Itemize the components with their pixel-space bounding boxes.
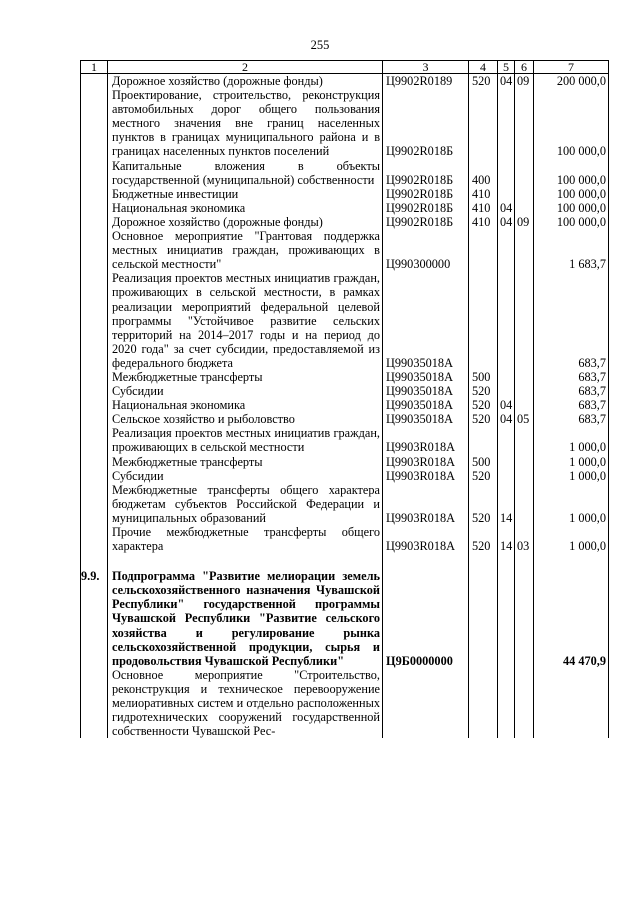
amount-cell: 1 000,0 xyxy=(534,469,609,483)
col-header-2: 2 xyxy=(108,61,383,74)
amount-cell: 1 683,7 xyxy=(534,229,609,271)
target-article-code-cell: Ц99035018А xyxy=(383,271,469,370)
item-name-cell: Капитальные вложения в объекты государственной (муниципальной) собственности xyxy=(108,159,383,187)
row-number-cell xyxy=(81,370,108,384)
row-number-cell xyxy=(81,398,108,412)
item-name-cell: Дорожное хозяйство (дорожные фонды) xyxy=(108,74,383,89)
empty-cell xyxy=(108,553,383,569)
amount-cell: 683,7 xyxy=(534,384,609,398)
target-article-code-cell: Ц990300000 xyxy=(383,229,469,271)
section-cell: 14 xyxy=(498,483,515,525)
subsection-cell xyxy=(515,384,534,398)
item-name-cell: Реализация проектов местных инициатив граждан, проживающих в сельской местности xyxy=(108,426,383,454)
table-row xyxy=(81,271,609,370)
row-number-cell: 9.9. xyxy=(81,569,108,668)
row-number-cell xyxy=(81,483,108,525)
section-cell xyxy=(498,271,515,370)
subsection-cell xyxy=(515,469,534,483)
expense-group-cell: 520 xyxy=(469,483,498,525)
section-cell: 04 xyxy=(498,398,515,412)
subsection-cell xyxy=(515,159,534,187)
section-cell xyxy=(498,469,515,483)
amount-cell: 1 000,0 xyxy=(534,483,609,525)
subsection-cell xyxy=(515,483,534,525)
target-article-code-cell: Ц99035018А xyxy=(383,384,469,398)
subsection-cell xyxy=(515,426,534,454)
col-header-5: 5 xyxy=(498,61,515,74)
row-number-cell xyxy=(81,668,108,738)
subsection-cell: 03 xyxy=(515,525,534,553)
section-cell xyxy=(498,426,515,454)
item-name-cell: Прочие межбюджетные трансферты общего характера xyxy=(108,525,383,553)
table-row xyxy=(81,455,609,469)
expense-group-cell: 500 xyxy=(469,370,498,384)
amount-cell: 100 000,0 xyxy=(534,201,609,215)
empty-cell xyxy=(469,553,498,569)
item-name-cell: Основное мероприятие "Грантовая поддержка местных инициатив граждан, проживающих в сельской местности" xyxy=(108,229,383,271)
empty-cell xyxy=(498,553,515,569)
section-cell xyxy=(498,569,515,668)
expense-group-cell: 520 xyxy=(469,412,498,426)
expense-group-cell: 520 xyxy=(469,398,498,412)
row-number-cell xyxy=(81,455,108,469)
amount-cell: 683,7 xyxy=(534,370,609,384)
page-number: 255 xyxy=(310,38,330,52)
target-article-code-cell: Ц9903R018А xyxy=(383,483,469,525)
row-number-cell xyxy=(81,426,108,454)
budget-table xyxy=(80,60,609,738)
section-cell: 04 xyxy=(498,201,515,215)
item-name-cell: Бюджетные инвестиции xyxy=(108,187,383,201)
table-row xyxy=(81,88,609,158)
item-name-cell: Межбюджетные трансферты xyxy=(108,370,383,384)
table-body xyxy=(81,74,609,739)
empty-cell xyxy=(81,553,108,569)
row-number-cell xyxy=(81,271,108,370)
row-number-cell xyxy=(81,384,108,398)
column-number-header xyxy=(81,61,609,74)
expense-group-cell: 400 xyxy=(469,159,498,187)
section-cell xyxy=(498,384,515,398)
target-article-code-cell: Ц9903R018А xyxy=(383,469,469,483)
subsection-cell xyxy=(515,668,534,738)
subsection-cell xyxy=(515,187,534,201)
item-name-cell: Основное мероприятие "Строительство, реконструкция и техническое перевооружение мелиоративных систем и отдельно расположенных гидротехнических сооружений государственной собственности Чувашской Рес- xyxy=(108,668,383,738)
item-name-cell: Субсидии xyxy=(108,469,383,483)
amount-cell: 1 000,0 xyxy=(534,525,609,553)
item-name-cell: Проектирование, строительство, реконструкция автомобильных дорог общего пользования местного значения вне границ населенных пунктов в границах муниципального района и в границах населенных пунктов поселений xyxy=(108,88,383,158)
expense-group-cell: 520 xyxy=(469,74,498,89)
target-article-code-cell: Ц99035018А xyxy=(383,370,469,384)
expense-group-cell: 410 xyxy=(469,187,498,201)
expense-group-cell xyxy=(469,88,498,158)
amount-cell: 683,7 xyxy=(534,412,609,426)
expense-group-cell xyxy=(469,668,498,738)
target-article-code-cell: Ц9902R018Б xyxy=(383,187,469,201)
target-article-code-cell: Ц99035018А xyxy=(383,412,469,426)
row-number-cell xyxy=(81,229,108,271)
spacer-row xyxy=(81,553,609,569)
amount-cell: 683,7 xyxy=(534,398,609,412)
subsection-cell xyxy=(515,370,534,384)
table-row xyxy=(81,187,609,201)
row-number-cell xyxy=(81,88,108,158)
amount-cell: 1 000,0 xyxy=(534,455,609,469)
table-row xyxy=(81,668,609,738)
subsection-cell xyxy=(515,229,534,271)
row-number-cell xyxy=(81,412,108,426)
table-row xyxy=(81,215,609,229)
section-cell: 04 xyxy=(498,74,515,89)
amount-cell: 100 000,0 xyxy=(534,187,609,201)
expense-group-cell: 520 xyxy=(469,384,498,398)
col-header-6: 6 xyxy=(515,61,534,74)
row-number-cell xyxy=(81,201,108,215)
expense-group-cell xyxy=(469,569,498,668)
subsection-cell: 09 xyxy=(515,215,534,229)
empty-cell xyxy=(515,553,534,569)
table-row xyxy=(81,483,609,525)
table-row xyxy=(81,426,609,454)
row-number-cell xyxy=(81,469,108,483)
table-row xyxy=(81,412,609,426)
row-number-cell xyxy=(81,187,108,201)
item-name-cell: Национальная экономика xyxy=(108,398,383,412)
target-article-code-cell: Ц9903R018А xyxy=(383,525,469,553)
table-row xyxy=(81,201,609,215)
row-number-cell xyxy=(81,215,108,229)
table-row xyxy=(81,159,609,187)
amount-cell: 200 000,0 xyxy=(534,74,609,89)
col-header-4: 4 xyxy=(469,61,498,74)
amount-cell xyxy=(534,668,609,738)
table-row xyxy=(81,384,609,398)
expense-group-cell: 410 xyxy=(469,201,498,215)
table-row xyxy=(81,569,609,668)
subsection-cell xyxy=(515,455,534,469)
item-name-cell: Межбюджетные трансферты xyxy=(108,455,383,469)
amount-cell: 683,7 xyxy=(534,271,609,370)
table-row xyxy=(81,525,609,553)
expense-group-cell xyxy=(469,426,498,454)
subsection-cell xyxy=(515,398,534,412)
table-row xyxy=(81,74,609,89)
section-cell xyxy=(498,455,515,469)
subsection-cell xyxy=(515,569,534,668)
subsection-cell xyxy=(515,201,534,215)
row-number-cell xyxy=(81,159,108,187)
col-header-1: 1 xyxy=(81,61,108,74)
row-number-cell xyxy=(81,74,108,89)
target-article-code-cell: Ц9902R018Б xyxy=(383,201,469,215)
section-cell xyxy=(498,668,515,738)
section-cell: 04 xyxy=(498,215,515,229)
section-cell: 04 xyxy=(498,412,515,426)
amount-cell: 100 000,0 xyxy=(534,215,609,229)
table-row xyxy=(81,229,609,271)
col-header-3: 3 xyxy=(383,61,469,74)
table-row xyxy=(81,370,609,384)
target-article-code-cell xyxy=(383,668,469,738)
amount-cell: 1 000,0 xyxy=(534,426,609,454)
item-name-cell: Дорожное хозяйство (дорожные фонды) xyxy=(108,215,383,229)
col-header-7: 7 xyxy=(534,61,609,74)
expense-group-cell xyxy=(469,229,498,271)
target-article-code-cell: Ц9902R018Б xyxy=(383,159,469,187)
section-cell xyxy=(498,88,515,158)
section-cell: 14 xyxy=(498,525,515,553)
section-cell xyxy=(498,159,515,187)
expense-group-cell: 410 xyxy=(469,215,498,229)
section-cell xyxy=(498,370,515,384)
target-article-code-cell: Ц9902R018Б xyxy=(383,215,469,229)
table-row xyxy=(81,398,609,412)
subsection-cell xyxy=(515,271,534,370)
expense-group-cell: 520 xyxy=(469,525,498,553)
section-cell xyxy=(498,187,515,201)
item-name-cell: Подпрограмма "Развитие мелиорации земель сельскохозяйственного назначения Чувашской Республики" государственной программы Чувашской Республики "Развитие сельского хозяйства и регулирование рынка сельскохозяйственной продукции, сырья и продовольствия Чувашской Республики" xyxy=(108,569,383,668)
empty-cell xyxy=(534,553,609,569)
target-article-code-cell: Ц9903R018А xyxy=(383,455,469,469)
table-row xyxy=(81,469,609,483)
item-name-cell: Национальная экономика xyxy=(108,201,383,215)
item-name-cell: Межбюджетные трансферты общего характера бюджетам субъектов Российской Федерации и муниципальных образований xyxy=(108,483,383,525)
item-name-cell: Сельское хозяйство и рыболовство xyxy=(108,412,383,426)
expense-group-cell xyxy=(469,271,498,370)
subsection-cell: 05 xyxy=(515,412,534,426)
target-article-code-cell: Ц9903R018А xyxy=(383,426,469,454)
item-name-cell: Реализация проектов местных инициатив граждан, проживающих в сельской местности, в рамках реализации мероприятий федеральной целевой программы "Устойчивое развитие сельских территорий на 2014–2017 годы и на период до 2020 года" за счет субсидии, предоставляемой из федерального бюджета xyxy=(108,271,383,370)
target-article-code-cell: Ц9Б0000000 xyxy=(383,569,469,668)
target-article-code-cell: Ц9902R018Б xyxy=(383,88,469,158)
empty-cell xyxy=(383,553,469,569)
subsection-cell: 09 xyxy=(515,74,534,89)
subsection-cell xyxy=(515,88,534,158)
section-cell xyxy=(498,229,515,271)
row-number-cell xyxy=(81,525,108,553)
target-article-code-cell: Ц9902R0189 xyxy=(383,74,469,89)
amount-cell: 100 000,0 xyxy=(534,88,609,158)
amount-cell: 44 470,9 xyxy=(534,569,609,668)
target-article-code-cell: Ц99035018А xyxy=(383,398,469,412)
item-name-cell: Субсидии xyxy=(108,384,383,398)
amount-cell: 100 000,0 xyxy=(534,159,609,187)
expense-group-cell: 500 xyxy=(469,455,498,469)
expense-group-cell: 520 xyxy=(469,469,498,483)
